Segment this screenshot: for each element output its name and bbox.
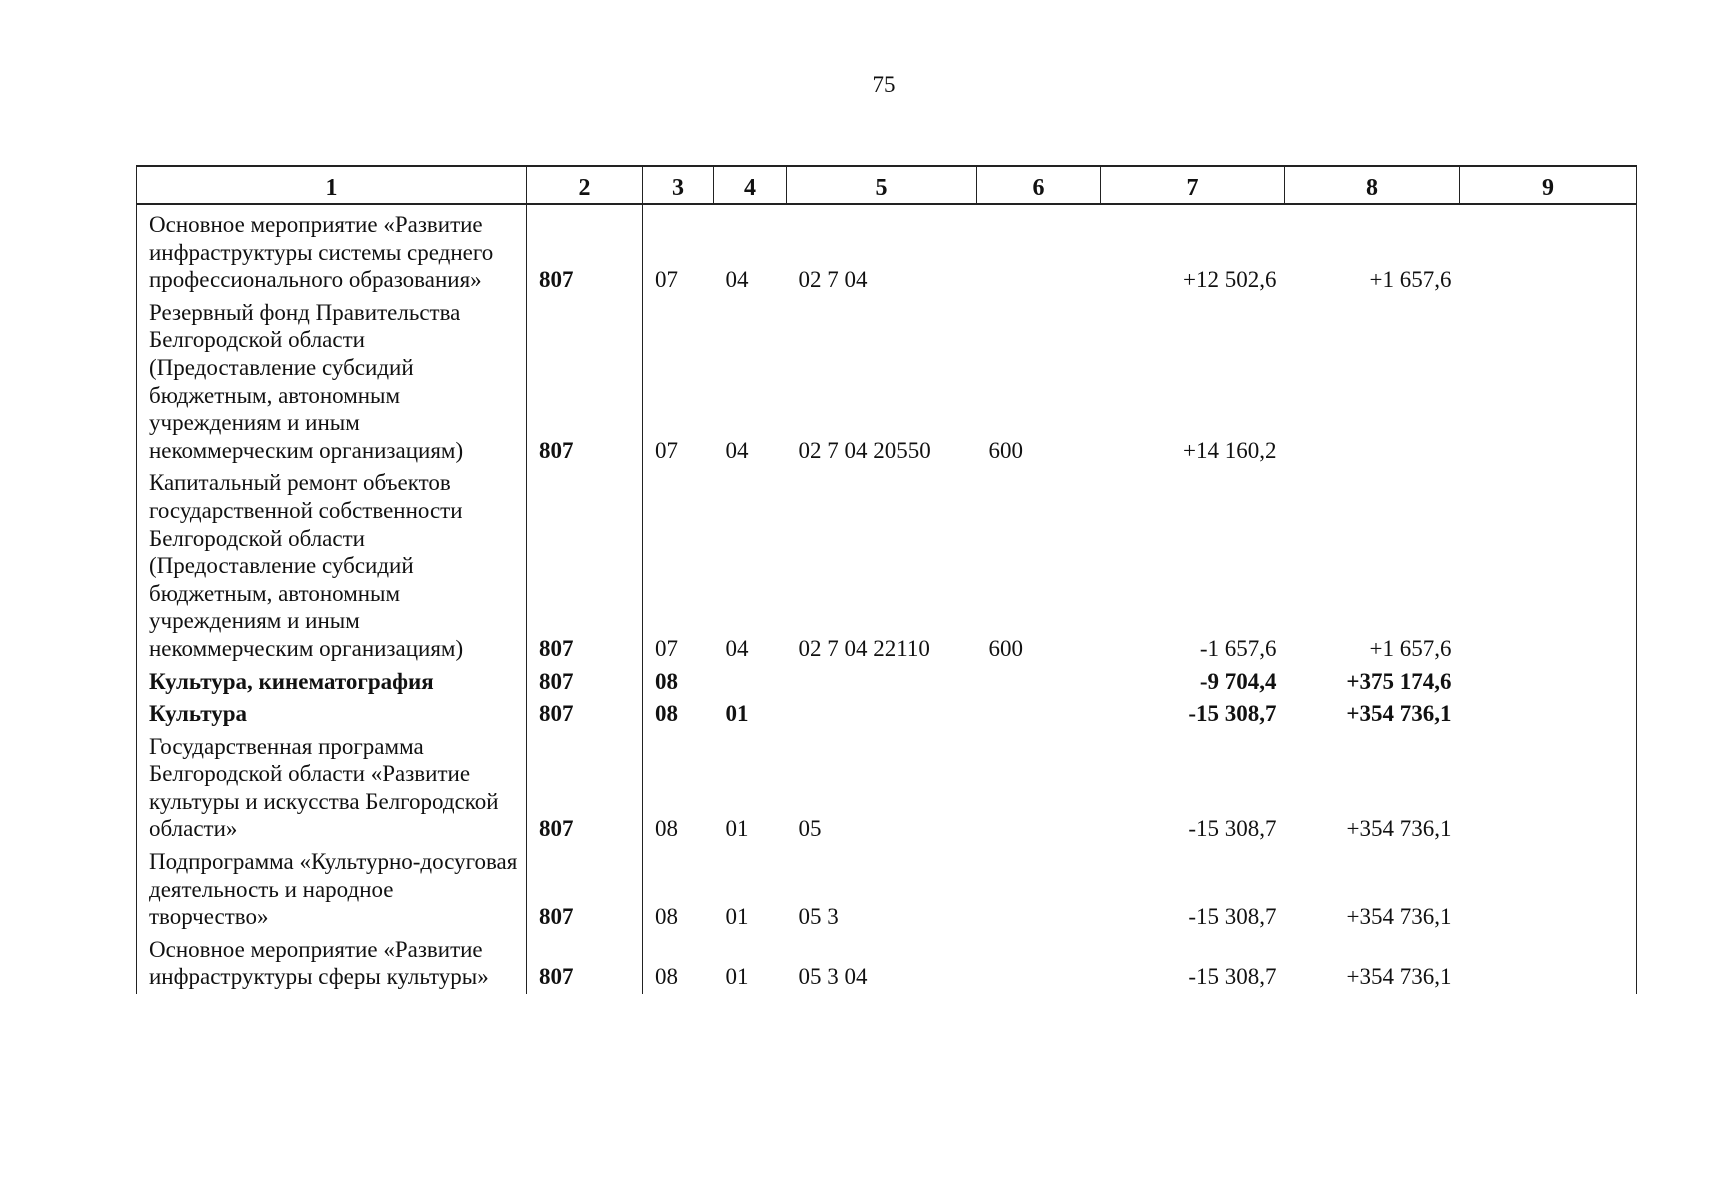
cell-c5: 02 7 04 — [798, 267, 868, 293]
cell-c5: 05 3 04 — [798, 964, 868, 990]
cell-c6 — [977, 666, 1101, 699]
cell-c4: 04 — [725, 267, 749, 293]
table-row — [137, 846, 1637, 934]
cell-c7: +14 160,2 — [1183, 437, 1277, 463]
cell-c6 — [977, 698, 1101, 731]
cell-c8 — [1285, 297, 1460, 468]
cell-c7: -15 308,7 — [1188, 904, 1277, 930]
table-row — [137, 467, 1637, 665]
column-header: 4 — [714, 166, 787, 204]
cell-c3: 07 — [643, 204, 714, 297]
row-name: Подпрограмма «Культурно-досуговая деятельность и народное творчество» — [137, 846, 527, 934]
cell-c2: 807 — [527, 297, 643, 468]
table-row — [137, 297, 1637, 468]
row-name: Капитальный ремонт объектов государственной собственности Белгородской области (Предоставление субсидий бюджетным, автономным учреждениям и иным некоммерческим организациям) — [137, 467, 527, 665]
cell-c9 — [1460, 467, 1637, 665]
cell-c6 — [977, 204, 1101, 297]
column-header: 2 — [527, 166, 643, 204]
cell-c4: 01 — [725, 816, 749, 842]
cell-c9 — [1460, 297, 1637, 468]
cell-c7: -9 704,4 — [1199, 668, 1277, 694]
table-row — [137, 666, 1637, 699]
cell-c8: +1 657,6 — [1369, 267, 1452, 293]
cell-c2: 807 — [527, 666, 643, 699]
row-name: Основное мероприятие «Развитие инфраструктуры системы среднего профессионального образования» — [137, 204, 527, 297]
row-name: Основное мероприятие «Развитие инфраструктуры сферы культуры» — [137, 934, 527, 994]
cell-c6 — [977, 846, 1101, 934]
cell-c9 — [1460, 204, 1637, 297]
cell-c5: 02 7 04 20550 — [798, 437, 931, 463]
cell-c9 — [1460, 731, 1637, 846]
page-number: 75 — [872, 72, 896, 97]
cell-c8: +1 657,6 — [1369, 635, 1452, 661]
table-row — [137, 698, 1637, 731]
cell-c7: -15 308,7 — [1188, 701, 1277, 727]
column-header: 9 — [1460, 166, 1637, 204]
cell-c3: 08 — [643, 934, 714, 994]
cell-c2: 807 — [527, 204, 643, 297]
column-header: 8 — [1285, 166, 1460, 204]
cell-c9 — [1460, 666, 1637, 699]
cell-c8: +375 174,6 — [1346, 668, 1452, 694]
cell-c8: +354 736,1 — [1346, 816, 1452, 842]
cell-c3: 08 — [643, 846, 714, 934]
cell-c7: -15 308,7 — [1188, 816, 1277, 842]
table-row — [137, 204, 1637, 297]
row-name: Культура — [137, 698, 527, 731]
cell-c8: +354 736,1 — [1346, 904, 1452, 930]
cell-c2: 807 — [527, 731, 643, 846]
column-header: 1 — [137, 166, 527, 204]
budget-table — [136, 165, 1637, 994]
cell-c3: 07 — [643, 297, 714, 468]
cell-c8: +354 736,1 — [1346, 964, 1452, 990]
cell-c8: +354 736,1 — [1346, 701, 1452, 727]
cell-c5 — [787, 698, 977, 731]
cell-c7: +12 502,6 — [1183, 267, 1277, 293]
row-name: Государственная программа Белгородской области «Развитие культуры и искусства Белгородской области» — [137, 731, 527, 846]
column-header: 5 — [787, 166, 977, 204]
table-header-row — [137, 166, 1637, 204]
column-header: 6 — [977, 166, 1101, 204]
cell-c4: 01 — [725, 964, 749, 990]
cell-c6: 600 — [988, 437, 1023, 463]
cell-c9 — [1460, 846, 1637, 934]
cell-c5: 05 3 — [798, 904, 839, 930]
cell-c4: 04 — [725, 437, 749, 463]
row-name: Культура, кинематография — [137, 666, 527, 699]
cell-c7: -15 308,7 — [1188, 964, 1277, 990]
cell-c2: 807 — [527, 467, 643, 665]
cell-c3: 07 — [643, 467, 714, 665]
table-row — [137, 731, 1637, 846]
cell-c7: -1 657,6 — [1199, 635, 1277, 661]
cell-c6 — [977, 934, 1101, 994]
cell-c2: 807 — [527, 698, 643, 731]
column-header: 3 — [643, 166, 714, 204]
cell-c9 — [1460, 698, 1637, 731]
cell-c4: 01 — [725, 701, 749, 727]
cell-c4: 01 — [725, 904, 749, 930]
cell-c6: 600 — [988, 635, 1023, 661]
cell-c9 — [1460, 934, 1637, 994]
cell-c2: 807 — [527, 934, 643, 994]
cell-c3: 08 — [643, 666, 714, 699]
cell-c5: 02 7 04 22110 — [798, 635, 930, 661]
cell-c5 — [787, 666, 977, 699]
cell-c2: 807 — [527, 846, 643, 934]
cell-c5: 05 — [798, 816, 822, 842]
table-row — [137, 934, 1637, 994]
row-name: Резервный фонд Правительства Белгородской области (Предоставление субсидий бюджетным, автономным учреждениям и иным некоммерческим организациям) — [137, 297, 527, 468]
cell-c3: 08 — [643, 698, 714, 731]
cell-c6 — [977, 731, 1101, 846]
cell-c3: 08 — [643, 731, 714, 846]
cell-c4: 04 — [725, 635, 749, 661]
column-header: 7 — [1101, 166, 1285, 204]
cell-c4 — [714, 666, 787, 699]
